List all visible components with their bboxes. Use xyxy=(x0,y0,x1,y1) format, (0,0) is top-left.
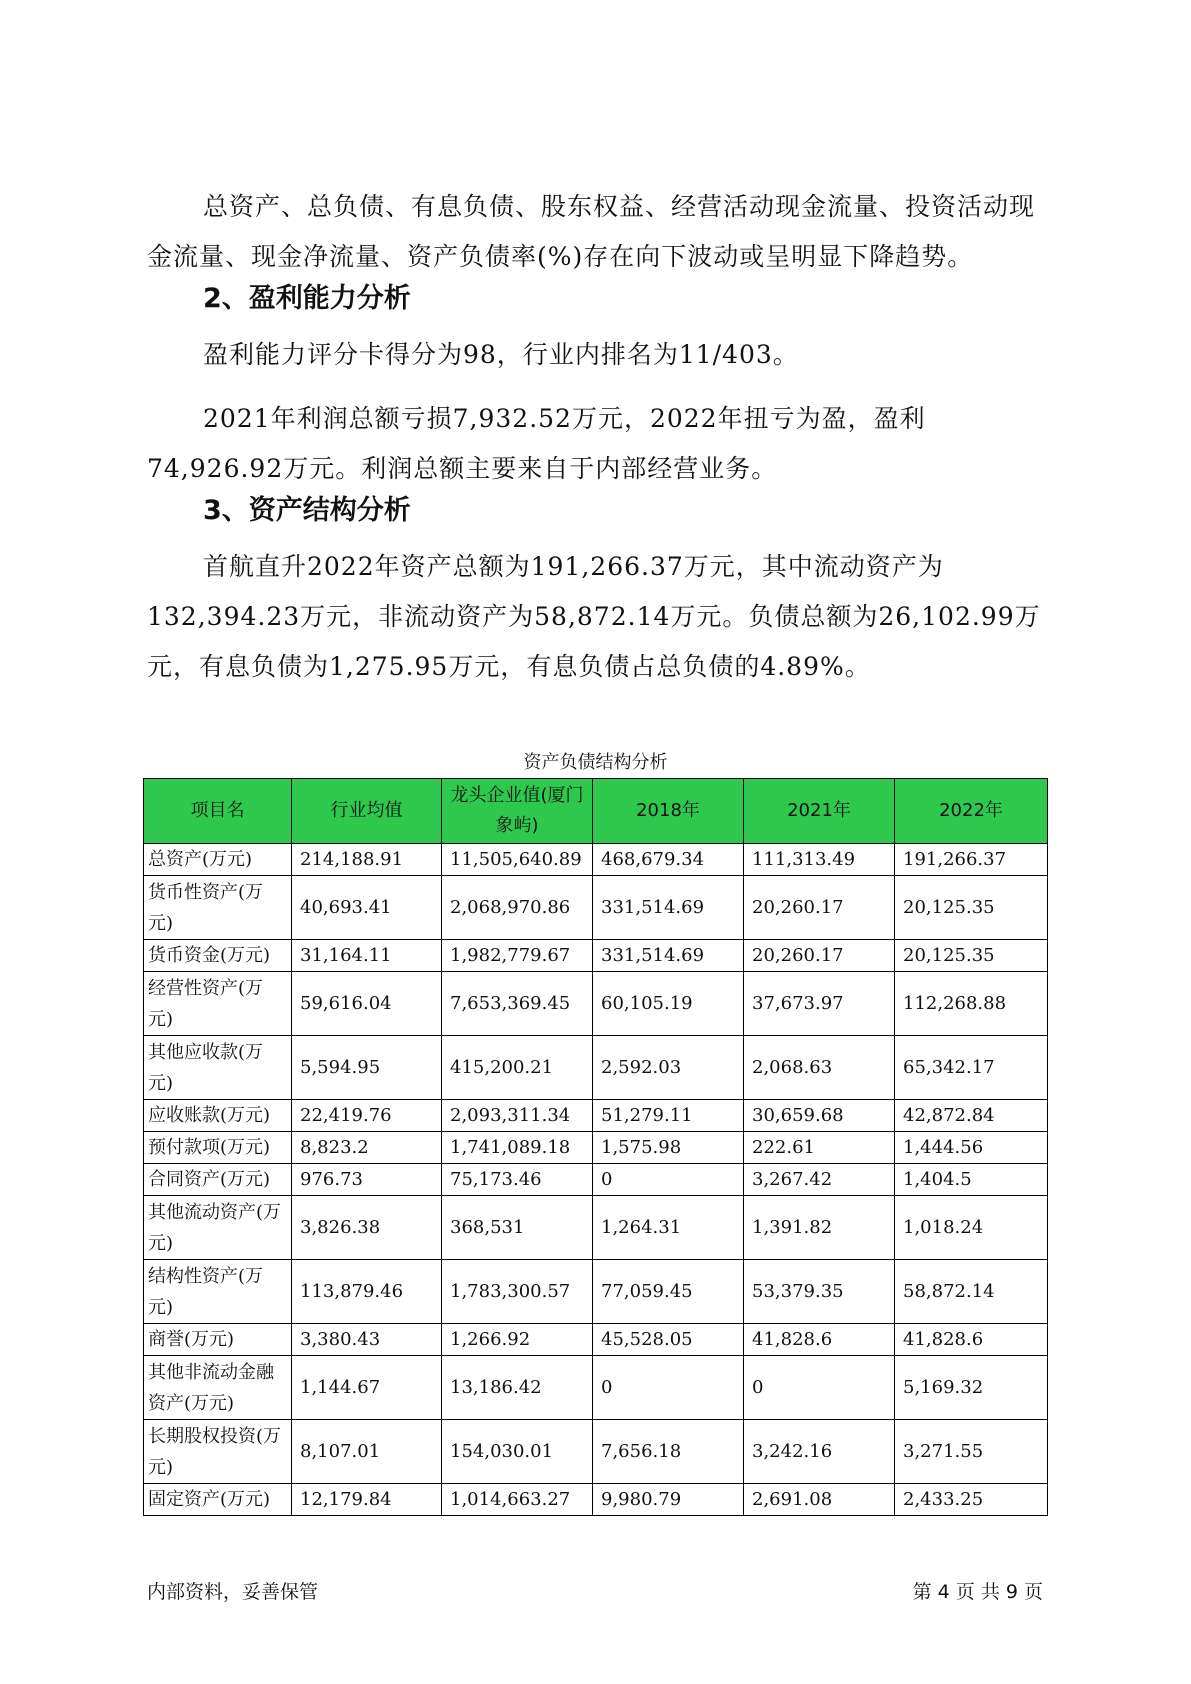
column-header: 2018年 xyxy=(593,779,744,844)
row-label: 经营性资产(万元) xyxy=(144,972,292,1036)
table-cell: 0 xyxy=(593,1164,744,1196)
table-row xyxy=(144,1260,1048,1324)
table-row xyxy=(144,1484,1048,1516)
table-header-row xyxy=(144,779,1048,844)
paragraph-profit-score: 盈利能力评分卡得分为98，行业内排名为11/403。 xyxy=(203,340,799,369)
row-label: 商誉(万元) xyxy=(144,1324,292,1356)
table-cell: 154,030.01 xyxy=(442,1420,593,1484)
table-cell: 468,679.34 xyxy=(593,844,744,876)
table-cell: 3,271.55 xyxy=(895,1420,1048,1484)
table-cell: 222.61 xyxy=(744,1132,895,1164)
table-cell: 75,173.46 xyxy=(442,1164,593,1196)
row-label: 结构性资产(万元) xyxy=(144,1260,292,1324)
row-label: 预付款项(万元) xyxy=(144,1132,292,1164)
row-label: 其他流动资产(万元) xyxy=(144,1196,292,1260)
row-label: 总资产(万元) xyxy=(144,844,292,876)
table-row xyxy=(144,1420,1048,1484)
table-cell: 1,018.24 xyxy=(895,1196,1048,1260)
paragraph-asset-detail: 首航直升2022年资产总额为191,266.37万元，其中流动资产为132,394.23万元，非流动资产为58,872.14万元。负债总额为26,102.99万元，有息负债为1,275.95万元，有息负债占总负债的4.89%。 xyxy=(147,552,1041,681)
table-cell: 9,980.79 xyxy=(593,1484,744,1516)
row-label: 应收账款(万元) xyxy=(144,1100,292,1132)
table-cell: 1,014,663.27 xyxy=(442,1484,593,1516)
table-row xyxy=(144,1164,1048,1196)
paragraph-profit-detail: 2021年利润总额亏损7,932.52万元，2022年扭亏为盈，盈利74,926.92万元。利润总额主要来自于内部经营业务。 xyxy=(147,404,926,483)
table-cell: 8,823.2 xyxy=(292,1132,442,1164)
table-cell: 1,144.67 xyxy=(292,1356,442,1420)
table-cell: 41,828.6 xyxy=(744,1324,895,1356)
table-cell: 31,164.11 xyxy=(292,940,442,972)
table-caption: 资产负债结构分析 xyxy=(523,752,668,773)
table-cell: 1,444.56 xyxy=(895,1132,1048,1164)
table-cell: 112,268.88 xyxy=(895,972,1048,1036)
table-cell: 45,528.05 xyxy=(593,1324,744,1356)
paragraph-trend: 总资产、总负债、有息负债、股东权益、经营活动现金流量、投资活动现金流量、现金净流量、资产负债率(%)存在向下波动或呈明显下降趋势。 xyxy=(147,192,1036,271)
table-cell: 1,575.98 xyxy=(593,1132,744,1164)
table-row xyxy=(144,1356,1048,1420)
table-cell: 2,068,970.86 xyxy=(442,876,593,940)
table-cell: 20,125.35 xyxy=(895,940,1048,972)
table-cell: 59,616.04 xyxy=(292,972,442,1036)
table-cell: 5,169.32 xyxy=(895,1356,1048,1420)
column-header: 2021年 xyxy=(744,779,895,844)
table-cell: 3,826.38 xyxy=(292,1196,442,1260)
table-cell: 3,380.43 xyxy=(292,1324,442,1356)
table-cell: 20,260.17 xyxy=(744,940,895,972)
table-cell: 111,313.49 xyxy=(744,844,895,876)
table-cell: 1,391.82 xyxy=(744,1196,895,1260)
table-row xyxy=(144,1100,1048,1132)
table-cell: 1,982,779.67 xyxy=(442,940,593,972)
table-cell: 12,179.84 xyxy=(292,1484,442,1516)
table-row xyxy=(144,972,1048,1036)
heading-profitability: 2、盈利能力分析 xyxy=(203,283,411,314)
table-cell: 37,673.97 xyxy=(744,972,895,1036)
table-cell: 1,266.92 xyxy=(442,1324,593,1356)
column-header: 龙头企业值(厦门象屿) xyxy=(442,779,593,844)
table-cell: 3,267.42 xyxy=(744,1164,895,1196)
row-label: 其他应收款(万元) xyxy=(144,1036,292,1100)
footer-page-number: 第 4 页 共 9 页 xyxy=(912,1581,1043,1603)
table-row xyxy=(144,1196,1048,1260)
table-cell: 191,266.37 xyxy=(895,844,1048,876)
table-cell: 2,093,311.34 xyxy=(442,1100,593,1132)
table-cell: 368,531 xyxy=(442,1196,593,1260)
table-cell: 58,872.14 xyxy=(895,1260,1048,1324)
table-cell: 1,264.31 xyxy=(593,1196,744,1260)
table-row xyxy=(144,876,1048,940)
column-header: 2022年 xyxy=(895,779,1048,844)
table-cell: 331,514.69 xyxy=(593,940,744,972)
table-cell: 2,592.03 xyxy=(593,1036,744,1100)
column-header: 行业均值 xyxy=(292,779,442,844)
table-cell: 20,125.35 xyxy=(895,876,1048,940)
table-row xyxy=(144,844,1048,876)
table-cell: 415,200.21 xyxy=(442,1036,593,1100)
row-label: 货币资金(万元) xyxy=(144,940,292,972)
row-label: 其他非流动金融资产(万元) xyxy=(144,1356,292,1420)
table-row xyxy=(144,1324,1048,1356)
table-cell: 60,105.19 xyxy=(593,972,744,1036)
table-cell: 1,741,089.18 xyxy=(442,1132,593,1164)
table-cell: 40,693.41 xyxy=(292,876,442,940)
table-row xyxy=(144,1036,1048,1100)
row-label: 合同资产(万元) xyxy=(144,1164,292,1196)
table-cell: 0 xyxy=(593,1356,744,1420)
table-cell: 13,186.42 xyxy=(442,1356,593,1420)
table-cell: 2,068.63 xyxy=(744,1036,895,1100)
row-label: 长期股权投资(万元) xyxy=(144,1420,292,1484)
table-cell: 0 xyxy=(744,1356,895,1420)
table-cell: 2,433.25 xyxy=(895,1484,1048,1516)
table-cell: 30,659.68 xyxy=(744,1100,895,1132)
table-cell: 77,059.45 xyxy=(593,1260,744,1324)
table-cell: 65,342.17 xyxy=(895,1036,1048,1100)
asset-liability-table xyxy=(143,778,1048,1516)
table-cell: 976.73 xyxy=(292,1164,442,1196)
table-cell: 331,514.69 xyxy=(593,876,744,940)
footer-confidential-note: 内部资料，妥善保管 xyxy=(147,1581,319,1603)
table-cell: 11,505,640.89 xyxy=(442,844,593,876)
table-row xyxy=(144,940,1048,972)
row-label: 固定资产(万元) xyxy=(144,1484,292,1516)
table-cell: 3,242.16 xyxy=(744,1420,895,1484)
table-cell: 20,260.17 xyxy=(744,876,895,940)
table-cell: 2,691.08 xyxy=(744,1484,895,1516)
table-cell: 53,379.35 xyxy=(744,1260,895,1324)
row-label: 货币性资产(万元) xyxy=(144,876,292,940)
table-cell: 1,404.5 xyxy=(895,1164,1048,1196)
table-cell: 51,279.11 xyxy=(593,1100,744,1132)
heading-asset-structure: 3、资产结构分析 xyxy=(203,495,411,526)
table-cell: 7,656.18 xyxy=(593,1420,744,1484)
table-cell: 42,872.84 xyxy=(895,1100,1048,1132)
column-header: 项目名 xyxy=(144,779,292,844)
table-cell: 7,653,369.45 xyxy=(442,972,593,1036)
table-cell: 8,107.01 xyxy=(292,1420,442,1484)
table-cell: 41,828.6 xyxy=(895,1324,1048,1356)
table-cell: 22,419.76 xyxy=(292,1100,442,1132)
table-cell: 1,783,300.57 xyxy=(442,1260,593,1324)
table-cell: 113,879.46 xyxy=(292,1260,442,1324)
table-row xyxy=(144,1132,1048,1164)
table-cell: 214,188.91 xyxy=(292,844,442,876)
table-cell: 5,594.95 xyxy=(292,1036,442,1100)
